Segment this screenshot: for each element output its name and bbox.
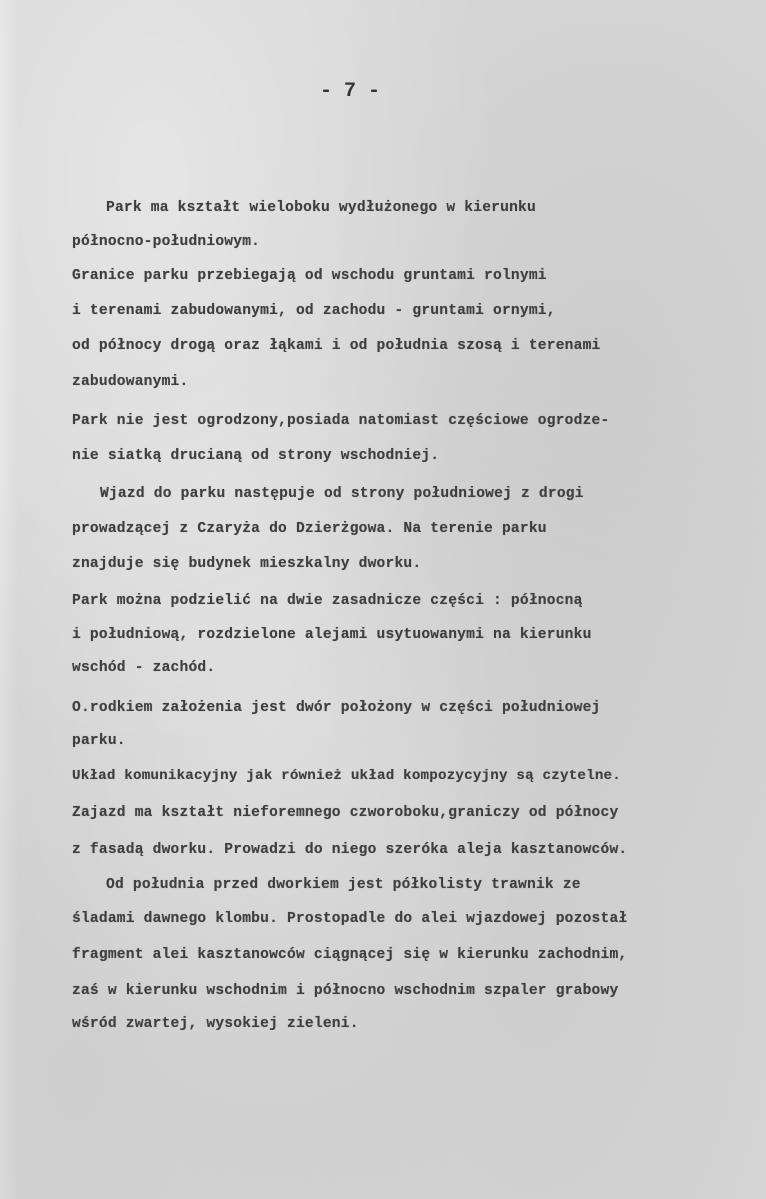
text-line: fragment alei kasztanowców ciągnącej się w kierunku zachodnim, <box>72 947 628 963</box>
text-line: O.rodkiem założenia jest dwór położony w części południowej <box>72 700 601 716</box>
text-line: wśród zwartej, wysokiej zieleni. <box>72 1016 359 1032</box>
text-line: Park można podzielić na dwie zasadnicze części : północną <box>72 593 583 609</box>
text-line: wschód - zachód. <box>72 660 216 676</box>
text-line: od północy drogą oraz łąkami i od południa szosą i terenami <box>72 338 601 354</box>
text-line: północno-południowym. <box>72 234 261 250</box>
text-line: Wjazd do parku następuje od strony południowej z drogi <box>100 486 584 502</box>
text-line: i południową, rozdzielone alejami usytuowanymi na kierunku <box>72 627 592 643</box>
text-line: Układ komunikacyjny jak również układ kompozycyjny są czytelne. <box>72 768 621 784</box>
text-line: z fasadą dworku. Prowadzi do niego szeróka aleja kasztanowców. <box>72 842 628 858</box>
text-line: Park ma kształt wieloboku wydłużonego w kierunku <box>106 200 536 216</box>
text-line: prowadzącej z Czaryża do Dzierżgowa. Na terenie parku <box>72 521 547 537</box>
text-line: zaś w kierunku wschodnim i północno wschodnim szpaler grabowy <box>72 983 619 999</box>
text-line: Zajazd ma kształt nieforemnego czworoboku,graniczy od północy <box>72 805 619 821</box>
text-line: śladami dawnego klombu. Prostopadle do alei wjazdowej pozostał <box>72 911 628 927</box>
page-number: - 7 - <box>319 80 380 103</box>
text-line: nie siatką drucianą od strony wschodniej. <box>72 448 440 464</box>
text-line: Park nie jest ogrodzony,posiada natomiast częściowe ogrodze- <box>72 413 610 429</box>
text-line: znajduje się budynek mieszkalny dworku. <box>72 556 422 572</box>
text-line: Od południa przed dworkiem jest półkolisty trawnik ze <box>106 877 581 893</box>
text-line: zabudowanymi. <box>72 374 189 390</box>
text-line: Granice parku przebiegają od wschodu gruntami rolnymi <box>72 268 547 284</box>
text-line: i terenami zabudowanymi, od zachodu - gruntami ornymi, <box>72 303 556 319</box>
text-line: parku. <box>72 733 126 749</box>
